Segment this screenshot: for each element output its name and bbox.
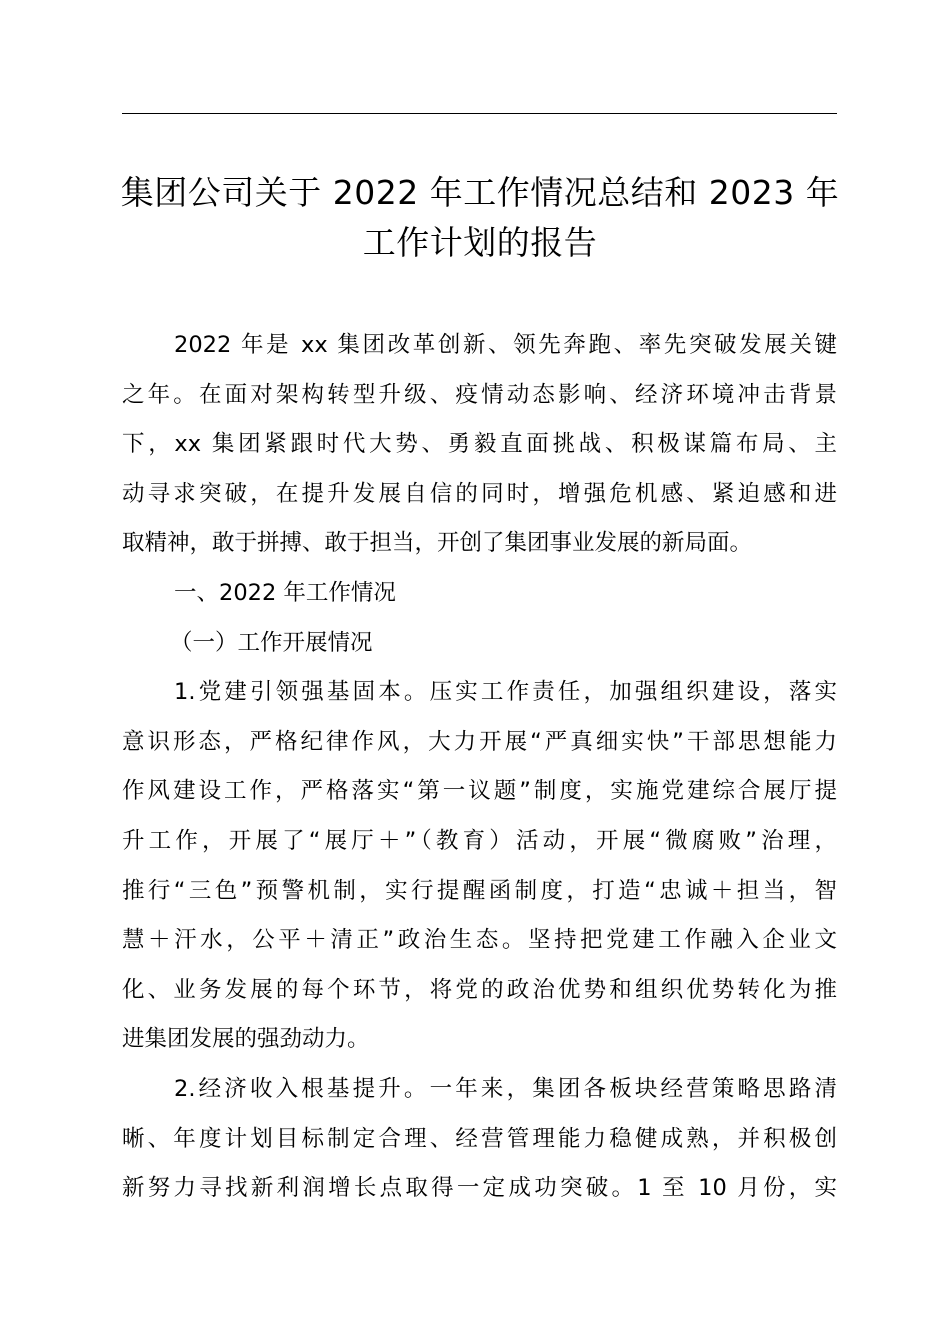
subsection-heading (122, 619, 837, 669)
text-line: 进集团发展的强劲动力。 (122, 1026, 370, 1053)
text-line: 取精神，敢于拼搏、敢于担当，开创了集团事业发展的新局面。 (122, 530, 753, 557)
text-line: 下，xx 集团紧跟时代大势、勇毅直面挑战、积极谋篇布局、主 (122, 431, 837, 458)
text-line: 作风建设工作，严格落实“第一议题”制度，实施党建综合展厅提 (122, 778, 837, 805)
title-line: 工作计划的报告 (362, 223, 598, 262)
section-heading-text: 一、2022 年工作情况 (174, 579, 396, 606)
text-line: 晰、年度计划目标制定合理、经营管理能力稳健成熟，并积极创 (122, 1125, 837, 1152)
header-rule (122, 113, 837, 114)
text-line: 慧＋汗水，公平＋清正”政治生态。坚持把党建工作融入企业文 (122, 927, 837, 954)
text-line: 推行“三色”预警机制，实行提醒函制度，打造“忠诚＋担当，智 (122, 877, 837, 904)
text-line: 升工作，开展了“展厅＋”（教育）活动，开展“微腐败”治理， (122, 827, 837, 854)
subsection-heading-text: （一）工作开展情况 (170, 629, 373, 656)
title-line: 集团公司关于 2022 年工作情况总结和 2023 年 (120, 173, 840, 212)
item-1-paragraph (122, 668, 837, 1065)
document-body (122, 321, 837, 1214)
text-line: 1.党建引领强基固本。压实工作责任，加强组织建设，落实 (174, 679, 837, 706)
text-line: 意识形态，严格纪律作风，大力开展“严真细实快”干部思想能力 (122, 728, 837, 755)
document-title (110, 168, 850, 268)
text-line: 动寻求突破，在提升发展自信的同时，增强危机感、紧迫感和进 (122, 480, 837, 507)
intro-paragraph (122, 321, 837, 569)
section-heading (122, 569, 837, 619)
text-line: 2022 年是 xx 集团改革创新、领先奔跑、率先突破发展关键 (174, 332, 837, 358)
item-2-paragraph (122, 1065, 837, 1214)
text-line: 化、业务发展的每个环节，将党的政治优势和组织优势转化为推 (122, 976, 837, 1003)
text-line: 新努力寻找新利润增长点取得一定成功突破。1 至 10 月份，实 (122, 1175, 837, 1202)
text-line: 之年。在面对架构转型升级、疫情动态影响、经济环境冲击背景 (122, 381, 837, 408)
text-line: 2.经济收入根基提升。一年来，集团各板块经营策略思路清 (174, 1075, 837, 1102)
